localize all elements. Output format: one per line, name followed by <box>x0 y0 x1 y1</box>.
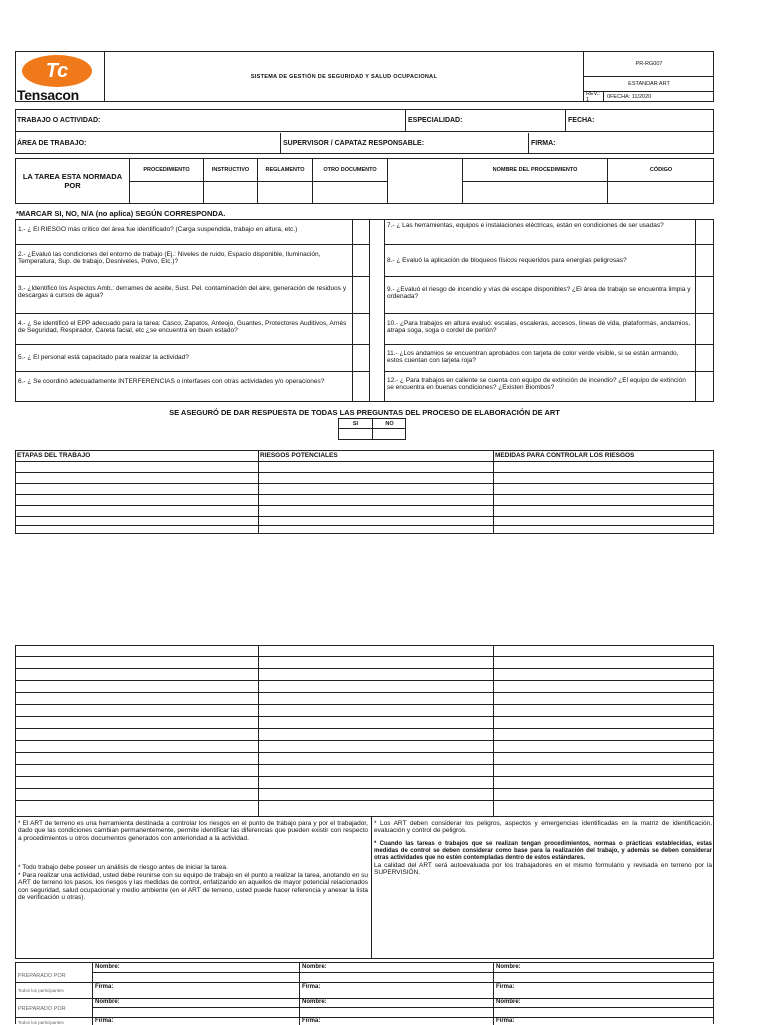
divider <box>387 158 388 204</box>
no-label: NO <box>385 420 394 427</box>
firma-1c[interactable]: Firma: <box>496 984 515 990</box>
table-row <box>16 692 713 693</box>
table-row <box>16 776 713 777</box>
table-row <box>16 764 713 765</box>
check-reglamento[interactable] <box>258 182 312 203</box>
table-row <box>16 704 713 705</box>
col-otro: OTRO DOCUMENTO <box>323 167 377 173</box>
note-peligros: * Los ART deben considerar los peligros, aspectos y emergencias identificadas en la matriz de identificación, evaluación y control de peligros. <box>374 820 712 835</box>
answer-2[interactable] <box>353 245 370 277</box>
note-art-terreno: * El ART de terreno es una herramienta destinada a controlar los riesgos en el punto de trabajo para y por el trabajador, dado que las condiciones cambian permanentemente, permite identificar las diferencias que pueden existir con respecto a procedimientos u otros documentos generados con anterioridad a la actividad. <box>18 820 368 842</box>
codigo-input[interactable] <box>608 182 714 203</box>
area-field[interactable]: ÁREA DE TRABAJO: <box>17 139 87 147</box>
nombre-2b[interactable]: Nombre: <box>302 999 327 1005</box>
firma-1a[interactable]: Firma: <box>95 984 114 990</box>
question-11: 11.- ¿Los andamios se encuentran aprobados con tarjeta de color verde visible, si se están armando, estos cuentan con tarjeta roja? <box>385 345 696 372</box>
firma-2a[interactable]: Firma: <box>95 1018 114 1024</box>
notes-box <box>15 817 714 959</box>
question-2: 2.- ¿Evaluó las condiciones del entorno de trabajo (Ej.: Niveles de ruido, Espacio disponible, Iluminación, Temperatura, Sup. de trabajo, Desniveles, Polvo, Etc.)? <box>16 245 353 277</box>
answer-4[interactable] <box>353 314 370 345</box>
nombre-2c[interactable]: Nombre: <box>496 999 521 1005</box>
nombre-1a[interactable]: Nombre: <box>95 964 120 970</box>
answer-7[interactable] <box>696 220 713 245</box>
check-otro[interactable] <box>313 182 387 203</box>
col-reglamento: REGLAMENTO <box>265 167 305 173</box>
question-1: 1.- ¿ El RIESGO más crítico del área fue identificado? (Carga suspendida, trabajo en altura, etc.) <box>16 220 353 245</box>
answer-10[interactable] <box>696 314 713 345</box>
header-medidas: MEDIDAS PARA CONTROLAR LOS RIESGOS <box>495 452 635 459</box>
answer-3[interactable] <box>353 277 370 314</box>
table-row <box>16 505 713 506</box>
divider <box>384 219 385 402</box>
table-row <box>16 668 713 669</box>
doc-rev: REV.: 1 <box>584 92 604 102</box>
nombre-1c[interactable]: Nombre: <box>496 964 521 970</box>
divider <box>528 133 529 153</box>
preparado-label-2: PREPARADO POR <box>18 1006 66 1012</box>
company-logo-icon <box>22 55 92 87</box>
question-7: 7.- ¿ Las herramientas, equipos e instalaciones eléctricas, están en condiciones de ser usadas? <box>385 220 696 245</box>
divider <box>16 998 713 999</box>
col-codigo: CÓDIGO <box>649 167 673 173</box>
question-9: 9.- ¿Evaluó el riesgo de incendio y vías de escape disponibles? ¿El área de trabajo se encuentra limpia y ordenada? <box>385 277 696 314</box>
answer-8[interactable] <box>696 245 713 277</box>
table-row <box>16 494 713 495</box>
table-row <box>16 656 713 657</box>
answer-1[interactable] <box>353 220 370 245</box>
trabajo-field[interactable]: TRABAJO O ACTIVIDAD: <box>17 117 101 124</box>
divider <box>493 646 494 817</box>
table-row <box>16 680 713 681</box>
notes-right <box>374 820 712 877</box>
divider <box>92 972 713 973</box>
divider <box>16 982 713 983</box>
header-etapas: ETAPAS DEL TRABAJO <box>17 452 91 459</box>
doc-standard: ESTANDAR ART <box>584 77 714 92</box>
doc-fecha-text: FECHA: 11/2020 <box>610 94 652 100</box>
si-checkbox[interactable] <box>339 429 372 439</box>
fecha-field[interactable]: FECHA: <box>568 117 595 124</box>
col-procedimiento: PROCEDIMIENTO <box>143 167 190 173</box>
question-5: 5.- ¿ El personal está capacitado para realizar la actividad? <box>16 345 353 372</box>
doc-code: PR-RG007 <box>584 51 714 77</box>
divider <box>493 451 494 534</box>
question-8: 8.- ¿ Evaluó la aplicación de bloqueos físicos requeridos para energías peligrosas? <box>385 245 696 277</box>
firma-2b[interactable]: Firma: <box>302 1018 321 1024</box>
notes-left <box>18 820 368 902</box>
supervisor-field[interactable]: SUPERVISOR / CAPATAZ RESPONSABLE: <box>283 139 425 147</box>
especialidad-field[interactable]: ESPECIALIDAD: <box>408 117 463 124</box>
divider <box>405 110 406 131</box>
table-row <box>16 516 713 517</box>
answer-11[interactable] <box>696 345 713 372</box>
nombre-1b[interactable]: Nombre: <box>302 964 327 970</box>
table-row <box>16 788 713 789</box>
firma-field[interactable]: FIRMA: <box>531 139 556 147</box>
aseguro-statement: SE ASEGURÓ DE DAR RESPUESTA DE TODAS LAS PREGUNTAS DEL PROCESO DE ELABORACIÓN DE ART <box>169 408 560 417</box>
doc-fecha <box>605 92 714 102</box>
answer-12[interactable] <box>696 372 713 401</box>
normada-label: LA TAREA ESTA NORMADA POR <box>22 172 123 190</box>
preparado-label-1: PREPARADO POR <box>18 973 66 979</box>
table-row <box>16 740 713 741</box>
table-row <box>16 483 713 484</box>
answer-6[interactable] <box>353 372 370 401</box>
logo-cell <box>15 51 105 102</box>
nombre-procedimiento-input[interactable] <box>463 182 607 203</box>
note-procedimientos: * Cuando las tareas o trabajos que se realizan tengan procedimientos, normas o prácticas establecidas, estas medidas de control se deben considerar como base para la realización del trabajo, y además se deben considerar otras actividades que no estén contempladas dentro de estos estándares. <box>374 840 712 861</box>
divider <box>565 110 566 131</box>
table-row <box>16 525 713 526</box>
note-analisis: * Todo trabajo debe poseer un análisis de riesgo antes de iniciar la tarea. <box>18 864 228 872</box>
divider <box>280 133 281 153</box>
question-3: 3.- ¿Identificó los Aspectos Amb.: derrames de aceite, Sust. Pel. contaminación del aire, generación de residuos y descargas a cursos de agua? <box>16 277 353 314</box>
divider <box>371 817 372 958</box>
divider <box>16 1017 713 1018</box>
check-instructivo[interactable] <box>204 182 257 203</box>
firma-2c[interactable]: Firma: <box>496 1018 515 1024</box>
note-calidad: La calidad del ART será autoevaluada por los trabajadores en el mismo formulario y revisada en terreno por la SUPERVISIÓN. <box>374 861 712 877</box>
table-row <box>16 728 713 729</box>
question-10: 10.- ¿Para trabajos en altura evaluó: escalas, escaleras, accesos, líneas de vida, plataformas, andamios, atrapa soga, soga o cordel de perlón? <box>385 314 696 345</box>
table-row <box>16 472 713 473</box>
company-name: Tensacon <box>17 87 79 103</box>
firma-1b[interactable]: Firma: <box>302 984 321 990</box>
question-4: 4.- ¿ Se identificó el EPP adecuado para la tarea: Casco, Zapatos, Anteojo, Guantes, Protectores Auditivos, Arnés de Seguridad, Respirador, Careta facial, etc ¿se encuentra en buen estado? <box>16 314 353 345</box>
col-instructivo: INSTRUCTIVO <box>211 167 250 173</box>
question-12: 12.- ¿ Para trabajos en caliente se cuenta con equipo de extinción de incendio? ¿El equipo de extinción se encuentra en buenas condiciones? ¿Existen Biombos? <box>385 372 696 401</box>
todos-label-1: Todos los participantes <box>18 988 64 993</box>
divider <box>92 1007 713 1008</box>
answer-5[interactable] <box>353 345 370 372</box>
doc-info-cell <box>583 51 714 102</box>
nombre-2a[interactable]: Nombre: <box>95 999 120 1005</box>
no-checkbox[interactable] <box>373 429 406 439</box>
si-label: SI <box>352 420 359 427</box>
table-row <box>16 800 713 801</box>
table-row <box>16 752 713 753</box>
question-6: 6.- ¿ Se coordinó adecuadamente INTERFERENCIAS o interfases con otras actividades y/o operaciones? <box>16 372 353 401</box>
risk-table-top <box>15 450 714 534</box>
logo-letters: Tc <box>45 59 69 82</box>
header-riesgos: RIESGOS POTENCIALES <box>260 452 338 459</box>
signatures-box <box>15 962 714 1024</box>
doc-fecha-mark: 0 <box>607 94 611 100</box>
system-title: SISTEMA DE GESTIÓN DE SEGURIDAD Y SALUD OCUPACIONAL <box>250 73 438 80</box>
table-row <box>16 461 713 462</box>
answer-9[interactable] <box>696 277 713 314</box>
table-row <box>16 716 713 717</box>
risk-table-bottom <box>15 645 714 817</box>
check-procedimiento[interactable] <box>130 182 203 203</box>
divider <box>258 646 259 817</box>
marcar-instruction: *MARCAR SI, NO, N/A (no aplica) SEGÚN CORRESPONDA. <box>16 209 226 218</box>
todos-label-2: Todos los participantes <box>18 1020 64 1025</box>
note-reunirse: * Para realizar una actividad, usted debe reunirse con su equipo de trabajo en el punto a realizar la tarea, anotando en su ART de terreno los pasos, los riesgos y las medidas de control, enfatizando en aquellos de mayor potencial relacionados con seguridad, salud ocupacional y medio ambiente (en el ART de terreno, usted puede hacer referencia y anexar la lista de verificación u otras). <box>18 871 368 902</box>
col-nombre-procedimiento: NOMBRE DEL PROCEDIMIENTO <box>492 167 578 173</box>
divider <box>258 451 259 534</box>
